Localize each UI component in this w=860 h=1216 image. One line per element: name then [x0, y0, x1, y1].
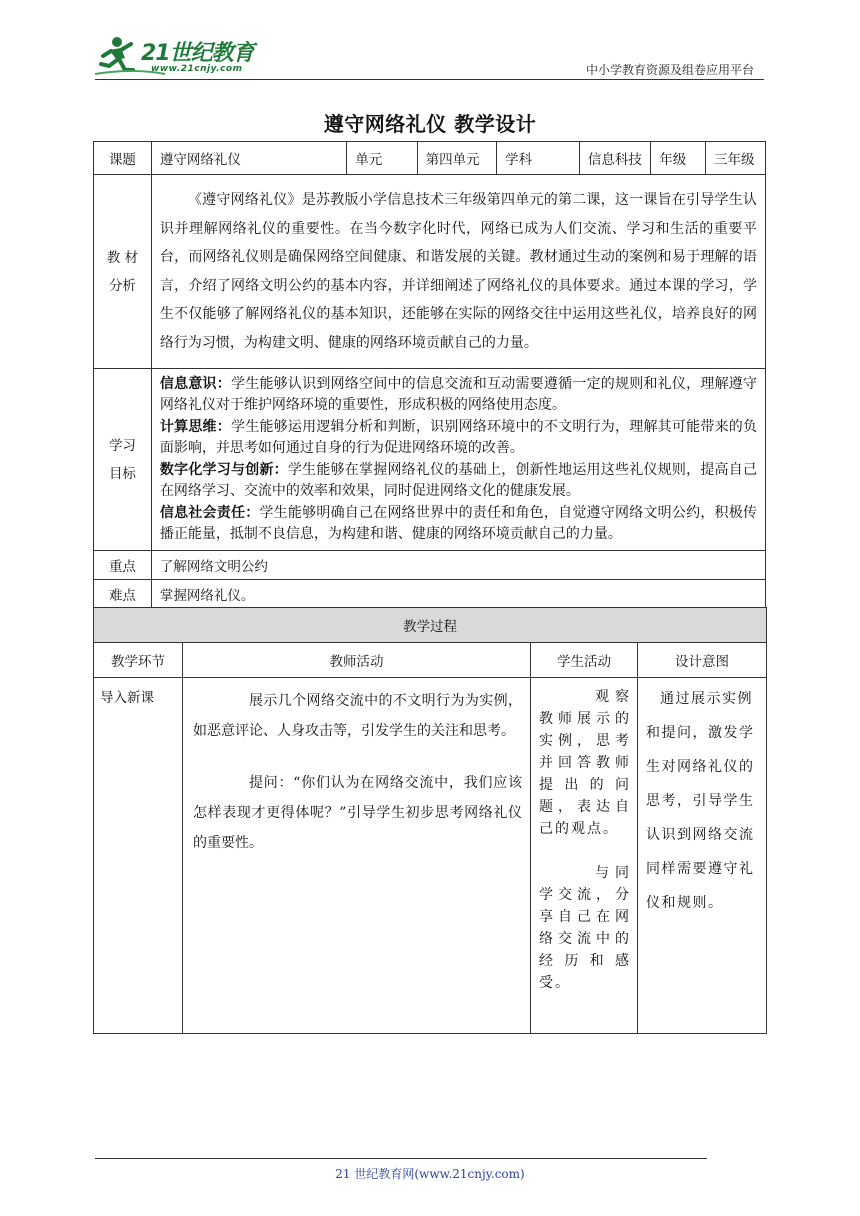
col-step-header: 教学环节 — [94, 643, 183, 678]
process-header-row — [94, 643, 767, 678]
col-student-header: 学生活动 — [531, 643, 638, 678]
platform-name: 中小学教育资源及组卷应用平台 — [585, 63, 754, 77]
analysis-text: 《遵守网络礼仪》是苏教版小学信息技术三年级第四单元的第二课，这一课旨在引导学生认识并理解网络礼仪的重要性。在当今数字化时代，网络已成为人们交流、学习和生活的重要平台，而网络礼仪则是确保网络空间健康、和谐发展的关键。教材通过生动的案例和易于理解的语言，介绍了网络文明公约的基本内容，并详细阐述了网络礼仪的具体要求。通过本课的学习，学生不仅能够了解网络礼仪的基本知识，还能够在实际的网络交往中运用这些礼仪，培养良好的网络行为习惯，为构建文明、健康的网络环境贡献自己的力量。 — [151, 175, 765, 369]
goals-list — [151, 369, 765, 551]
key-point-value: 了解网络文明公约 — [151, 551, 765, 580]
subject-value: 信息科技 — [579, 142, 650, 175]
goals-row — [94, 369, 766, 551]
site-logo — [95, 34, 265, 80]
goal-item — [160, 374, 757, 417]
process-row — [94, 678, 767, 1034]
analysis-label-line1: 教 材 — [106, 249, 139, 266]
goal-text: 学生能够在掌握网络礼仪的基础上，创新性地运用这些礼仪规则，提高自己在网络学习、交流中的效率和效果，同时促进网络文化的健康发展。 — [159, 461, 757, 499]
goal-text: 学生能够明确自己在网络世界中的责任和角色，自觉遵守网络文明公约，积极传播正能量，抵制不良信息，为构建和谐、健康的网络环境贡献自己的力量。 — [159, 504, 758, 542]
lesson-info-table — [93, 141, 766, 608]
unit-value: 第四单元 — [417, 142, 497, 175]
goal-text: 学生能够认识到网络空间中的信息交流和互动需要遵循一定的规则和礼仪，理解遵守网络礼仪对于维护网络环境的重要性，形成积极的网络使用态度。 — [159, 375, 758, 413]
goal-head: 信息社会责任： — [159, 504, 260, 521]
grade-value: 三年级 — [705, 142, 765, 175]
difficulty-value: 掌握网络礼仪。 — [151, 580, 765, 608]
student-paragraph: 观察教师展示的实例，思考并回答教师提出的问题，表达自己的观点。 — [539, 689, 631, 837]
goal-head: 计算思维： — [159, 418, 232, 435]
goal-head: 数字化学习与创新： — [159, 461, 288, 478]
difficulty-label: 难点 — [94, 580, 152, 608]
col-design-header: 设计意图 — [638, 643, 767, 678]
goal-item — [160, 417, 757, 460]
process-heading: 教学过程 — [94, 608, 767, 643]
goal-text: 学生能够运用逻辑分析和判断，识别网络环境中的不文明行为，理解其可能带来的负面影响，并思考如何通过自身的行为促进网络环境的改善。 — [159, 418, 758, 456]
teacher-activity — [183, 678, 531, 1034]
logo-url: www.21cnjy.com — [151, 64, 243, 74]
header-divider — [95, 79, 764, 80]
logo-text: 21世纪教育 — [141, 41, 254, 66]
key-point-row — [94, 551, 766, 580]
course-value: 遵守网络礼仪 — [151, 142, 346, 175]
document-title: 遵守网络礼仪 教学设计 — [323, 112, 537, 136]
course-label: 课题 — [94, 142, 152, 175]
analysis-label-line2: 分析 — [108, 277, 136, 294]
teacher-paragraph: 展示几个网络交流中的不文明行为为实例，如恶意评论、人身攻击等，引发学生的关注和思考。 — [193, 693, 522, 739]
info-row — [94, 142, 766, 175]
design-intent: 通过展示实例和提问，激发学生对网络礼仪的思考，引导学生认识到网络交流同样需要遵守礼仪和规则。 — [638, 678, 767, 1034]
teaching-process-table — [93, 607, 767, 1034]
student-paragraph: 与同学交流，分享自己在网络交流中的经历和感受。 — [539, 865, 631, 991]
process-heading-row — [94, 608, 767, 643]
key-point-label: 重点 — [94, 551, 152, 580]
goal-head: 信息意识： — [159, 375, 232, 392]
unit-label: 单元 — [347, 142, 417, 175]
student-activity — [531, 678, 638, 1034]
col-teacher-header: 教师活动 — [183, 643, 531, 678]
goal-item — [160, 460, 757, 503]
analysis-row — [94, 175, 766, 369]
goals-label-line2: 目标 — [108, 465, 136, 482]
subject-label: 学科 — [497, 142, 580, 175]
analysis-label — [94, 175, 152, 369]
goals-label — [94, 369, 152, 551]
goal-item — [160, 503, 757, 546]
footer-text: 21 世纪教育网(www.21cnjy.com) — [335, 1167, 525, 1181]
goals-label-line1: 学习 — [108, 437, 136, 454]
footer-divider — [95, 1158, 707, 1159]
step-cell: 导入新课 — [94, 678, 183, 1034]
grade-label: 年级 — [651, 142, 706, 175]
teacher-paragraph: 提问：“你们认为在网络交流中，我们应该怎样表现才更得体呢？”引导学生初步思考网络礼仪的重要性。 — [193, 775, 522, 851]
difficulty-row — [94, 580, 766, 608]
